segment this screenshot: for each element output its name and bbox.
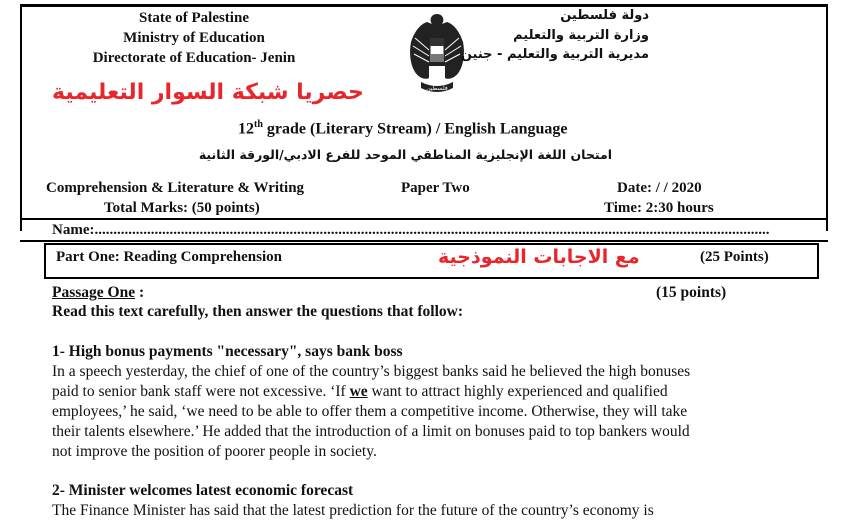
left-border xyxy=(20,4,22,231)
p2-line-1: The Finance Minister has said that the latest prediction for the future of the country’s economy is xyxy=(52,502,654,519)
header-ar-line-1: دولة فلسطين xyxy=(560,8,649,23)
header-ar-line-3: مديرية التربية والتعليم - جنين xyxy=(460,47,649,62)
watermark-text: حصريا شبكة السوار التعليمية xyxy=(52,80,364,105)
p1-line-4: their talents elsewhere.’ He added that the introduction of a limit on bonuses paid to top bankers would xyxy=(52,423,690,440)
header-en-line-2: Ministry of Education xyxy=(123,30,265,46)
total-marks-label: Total Marks: (50 points) xyxy=(104,200,260,216)
part-one-title: Part One: Reading Comprehension xyxy=(56,249,282,265)
right-border xyxy=(826,4,828,231)
p1-line-1: In a speech yesterday, the chief of one of the country’s biggest banks said he believed the high bonuses xyxy=(52,363,691,380)
headline-1: 1- High bonus payments "necessary", says bank boss xyxy=(52,343,403,360)
passage-instruction: Read this text carefully, then answer the questions that follow: xyxy=(52,303,464,320)
exam-title-ar: امتحان اللغة الإنجليزية المناطقي الموحد للفرع الادبي/الورقة الثانية xyxy=(198,147,612,162)
subject-label: Comprehension & Literature & Writing xyxy=(46,180,305,196)
passage-label: Passage One : xyxy=(52,284,145,301)
underlined-we: we xyxy=(349,383,368,400)
divider-1 xyxy=(20,218,828,220)
emblem-text: فلسطين xyxy=(426,85,448,92)
name-field-label: Name:.................................................................................................................................................................................... xyxy=(52,222,770,238)
top-border xyxy=(20,4,828,7)
header-ar-line-2: وزارة التربية والتعليم xyxy=(513,28,649,43)
header-en-line-1: State of Palestine xyxy=(139,10,249,26)
header-en-line-3: Directorate of Education- Jenin xyxy=(92,50,296,66)
part-one-points: (25 Points) xyxy=(700,249,769,265)
passage-points: (15 points) xyxy=(656,284,727,301)
divider-2 xyxy=(20,240,828,242)
headline-2: 2- Minister welcomes latest economic forecast xyxy=(52,482,354,499)
part-one-overlay: مع الاجابات النموذجية xyxy=(438,246,640,268)
date-label: Date: / / 2020 xyxy=(617,180,702,196)
p1-line-3: employees,’ he said, ‘we need to be able to offer them a competitive income. Otherwise, they will take xyxy=(52,403,688,420)
time-label: Time: 2:30 hours xyxy=(604,200,714,216)
p1-line-5: not improve the position of poorer people in society. xyxy=(52,443,377,460)
p1-line-2: paid to senior bank staff were not excessive. ‘If we want to attract highly experienced and qualified xyxy=(52,383,668,400)
paper-label: Paper Two xyxy=(401,180,470,196)
exam-title: 12th grade (Literary Stream) / English Language xyxy=(238,119,568,138)
